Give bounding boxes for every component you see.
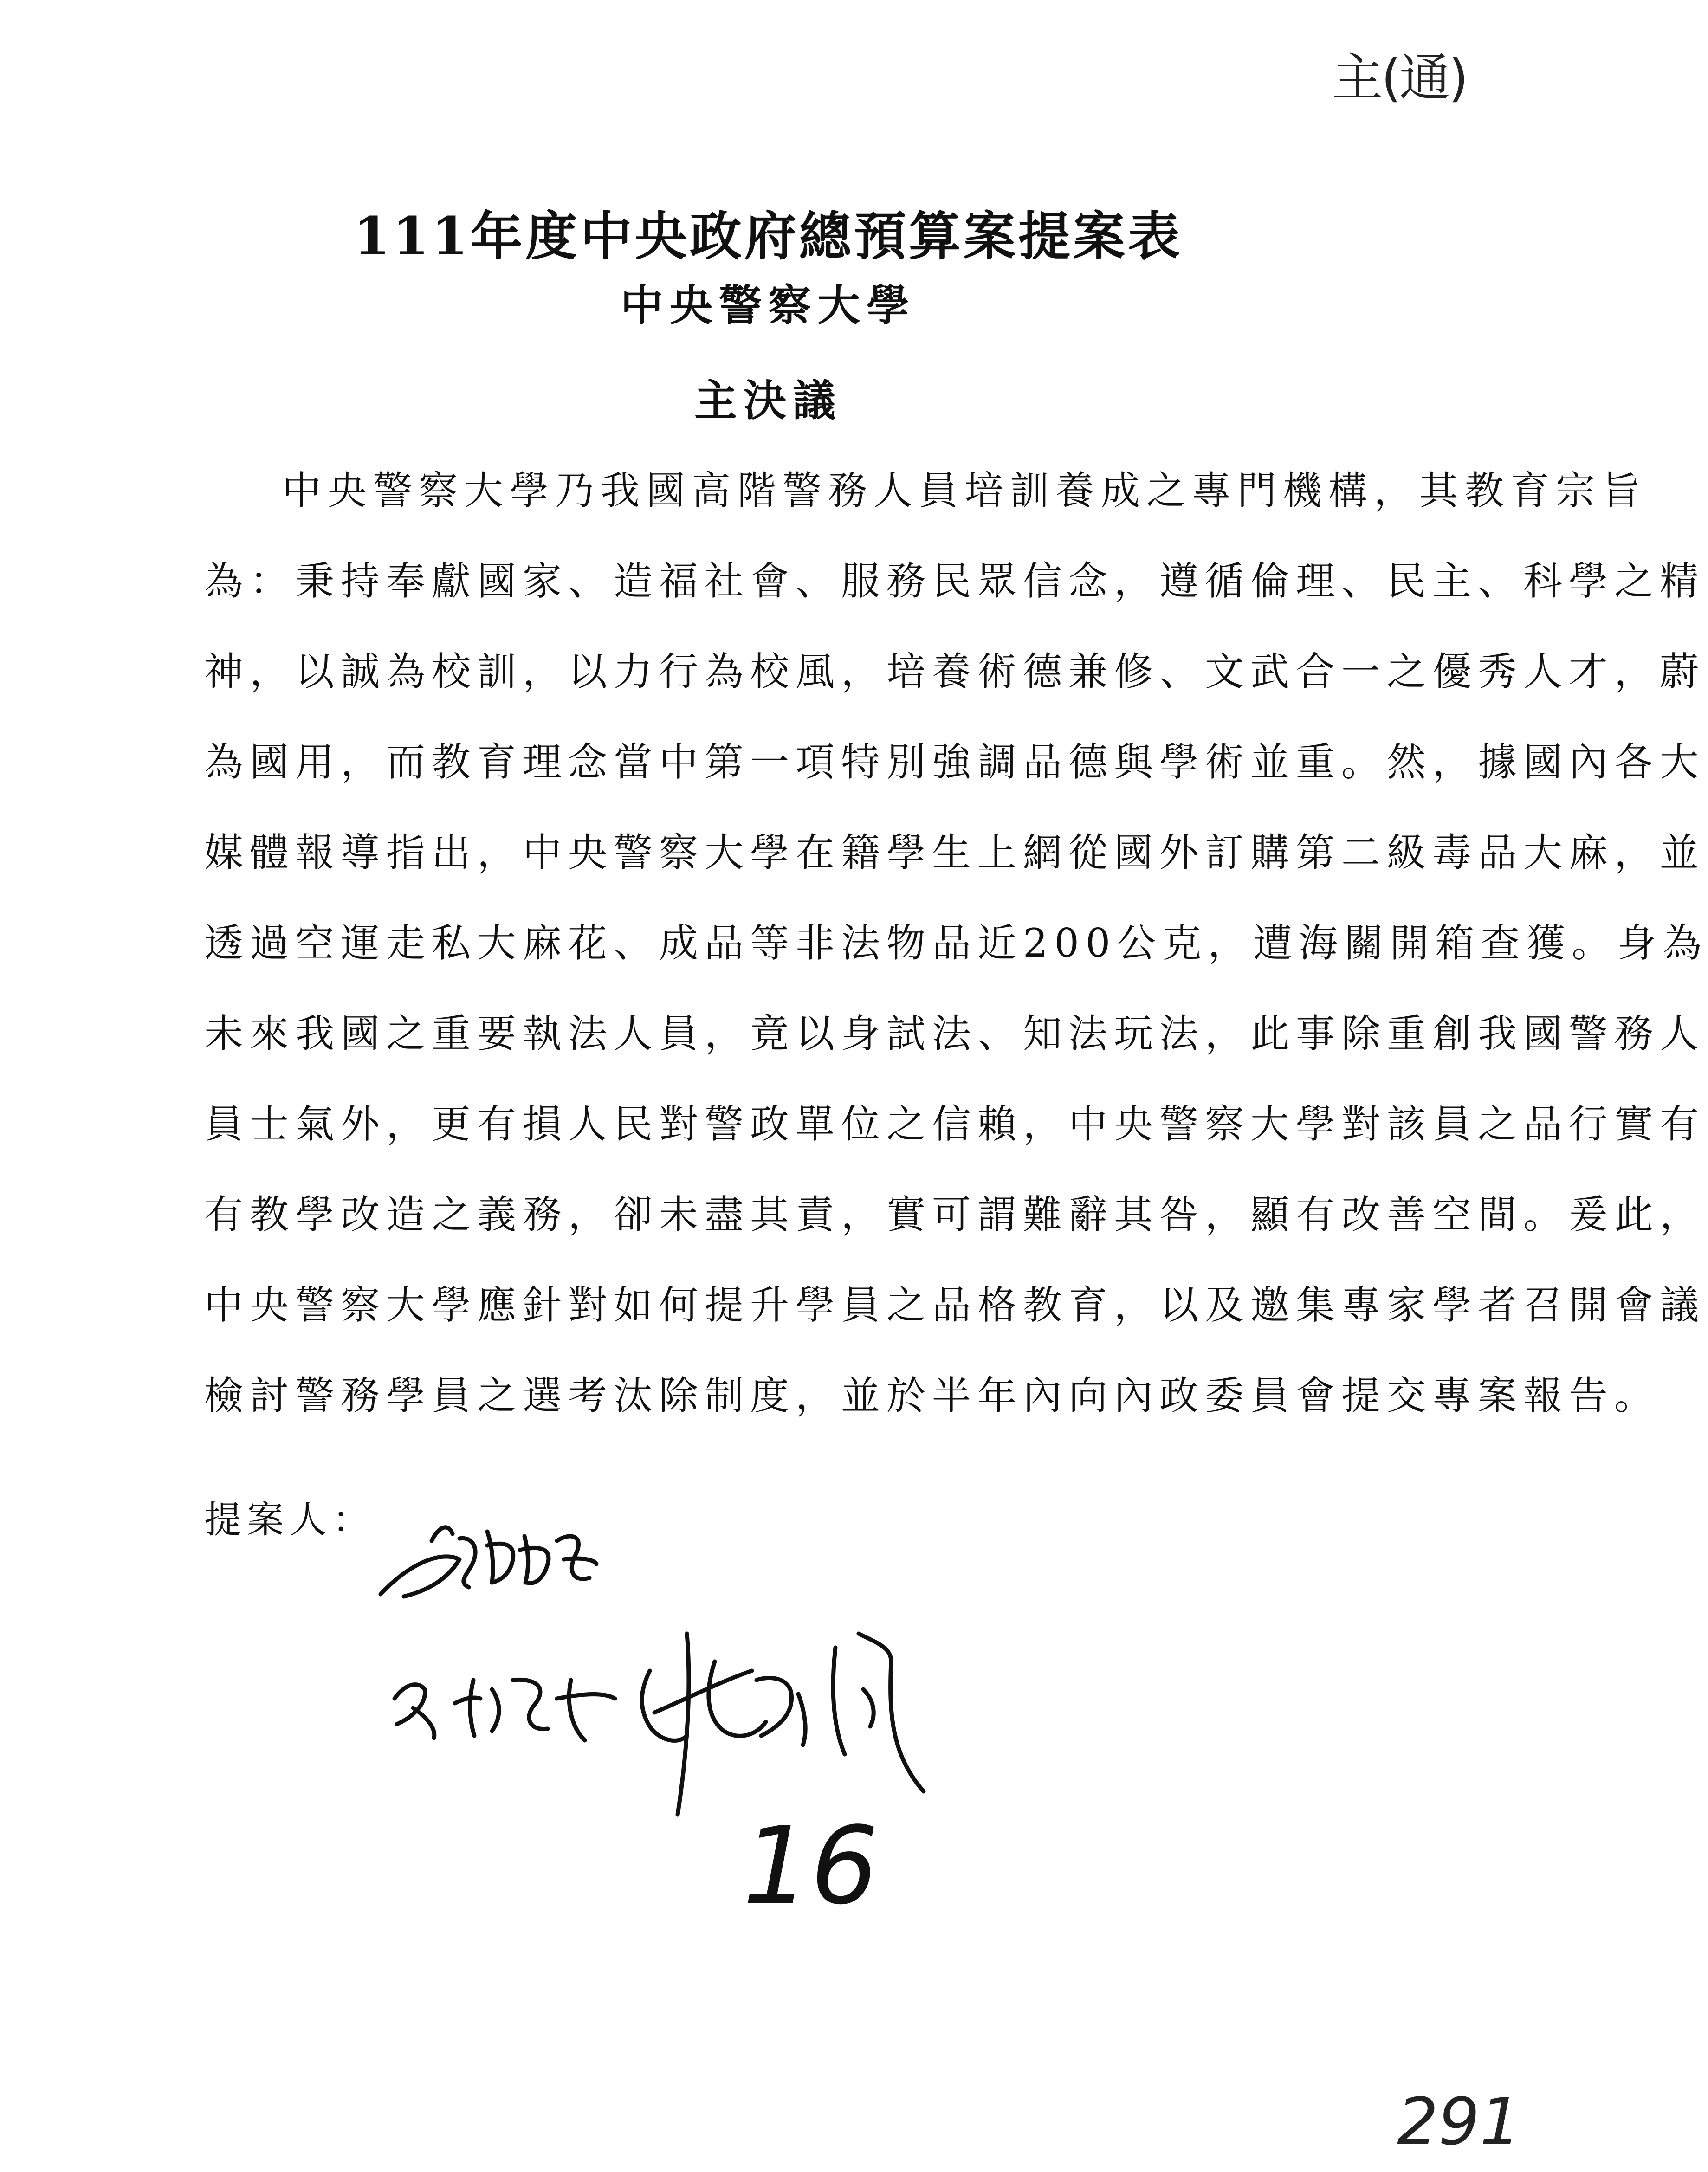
document-title: 111年度中央政府總預算案提案表 — [354, 206, 1183, 267]
body-line: 未來我國之重要執法人員，竟以身試法、知法玩法，此事除重創我國警務人 — [204, 1011, 1706, 1056]
proposer-label: 提案人： — [204, 1498, 375, 1541]
body-line: 有教學改造之義務，卻未盡其責，實可謂難辭其咎，顯有改善空間。爰此， — [204, 1192, 1706, 1237]
body-line: 檢討警務學員之選考汰除制度，並於半年內向內政委員會提交專案報告。 — [204, 1373, 1660, 1418]
body-line: 透過空運走私大麻花、成品等非法物品近200公克，遭海關開箱查獲。身為 — [204, 920, 1708, 966]
body-line: 為：秉持奉獻國家、造福社會、服務民眾信念，遵循倫理、民主、科學之精 — [204, 558, 1706, 604]
handwritten-number: 16 — [743, 1804, 879, 1928]
handwritten-signatures — [353, 1494, 1003, 1928]
document-subtitle: 中央警察大學 — [620, 280, 916, 330]
body-line: 員士氣外，更有損人民對警政單位之信賴，中央警察大學對該員之品行實有 — [204, 1101, 1706, 1147]
body-line: 神，以誠為校訓，以力行為校風，培養術德兼修、文武合一之優秀人才，蔚 — [204, 649, 1706, 694]
body-line: 中央警察大學應針對如何提升學員之品格教育，以及邀集專家學者召開會議 — [204, 1282, 1706, 1328]
corner-note: 主(通) — [1332, 48, 1467, 108]
page-number — [1392, 2075, 1521, 2160]
body-line: 中央警察大學乃我國高階警務人員培訓養成之專門機構，其教育宗旨 — [282, 468, 1647, 513]
body-text — [204, 446, 1708, 1441]
section-heading: 主決議 — [694, 375, 842, 426]
page-number-text: 291 — [1397, 2084, 1521, 2160]
body-line: 媒體報導指出，中央警察大學在籍學生上網從國外訂購第二級毒品大麻，並 — [204, 830, 1706, 875]
body-line: 為國用，而教育理念當中第一項特別強調品德與學術並重。然，據國內各大 — [204, 739, 1706, 785]
